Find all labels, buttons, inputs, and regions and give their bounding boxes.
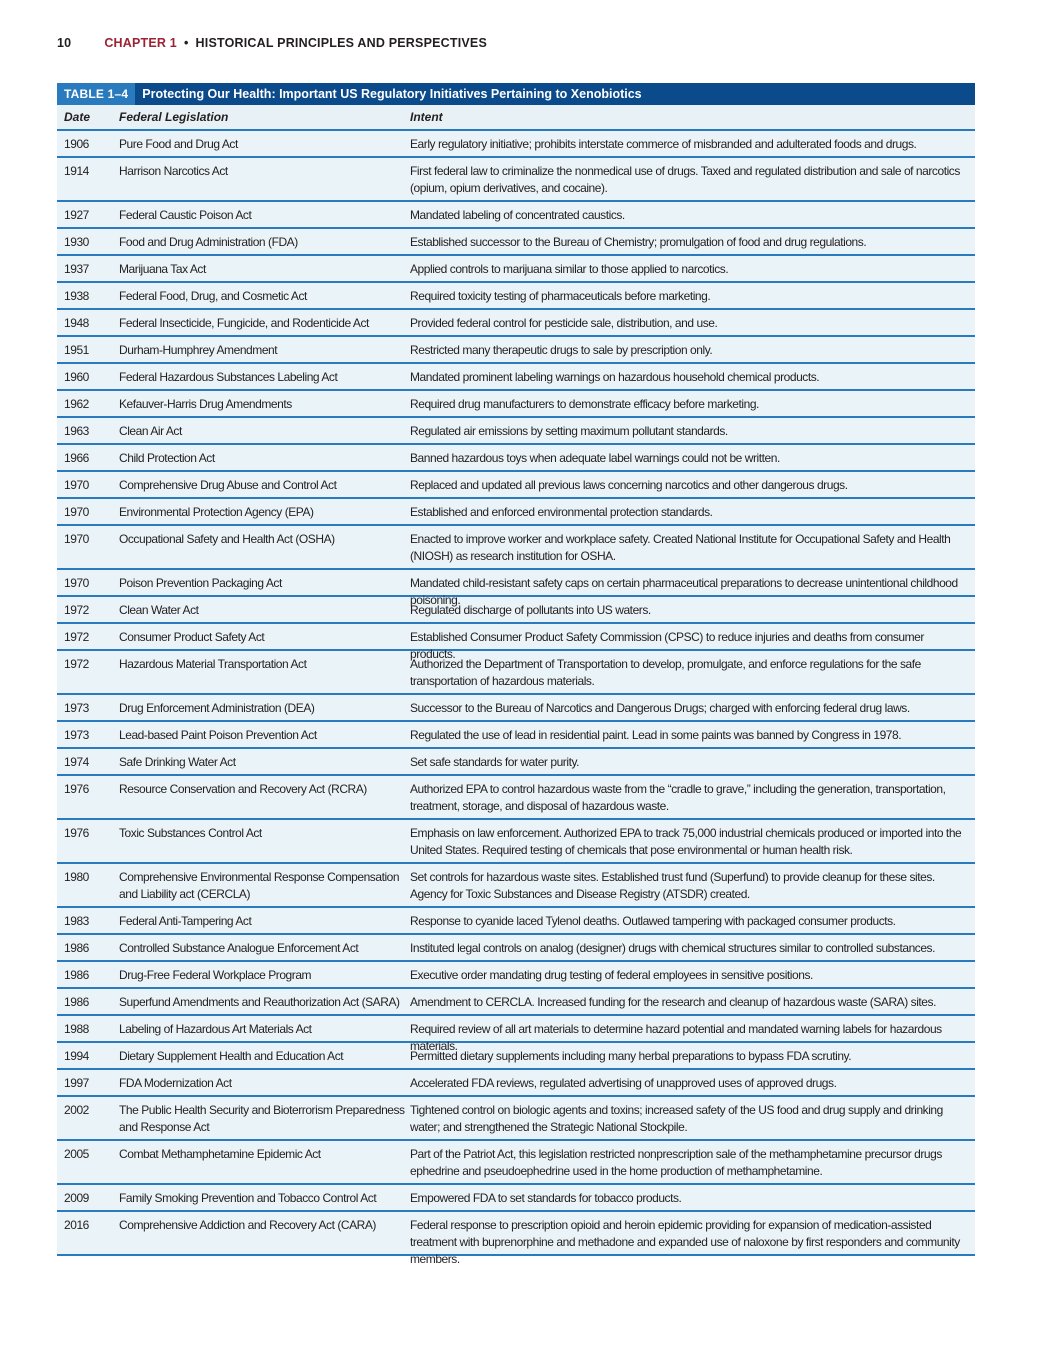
row-intent: Required review of all art materials to determine hazard potential and mandated warning labels for hazardous materials. bbox=[410, 1022, 942, 1053]
chapter-label: CHAPTER 1 bbox=[104, 36, 177, 50]
table-row bbox=[57, 935, 975, 962]
row-intent: Empowered FDA to set standards for tobacco products. bbox=[410, 1191, 682, 1205]
row-legislation: Occupational Safety and Health Act (OSHA) bbox=[119, 532, 335, 546]
row-intent: Mandated labeling of concentrated caustics. bbox=[410, 208, 625, 222]
row-intent: Early regulatory initiative; prohibits interstate commerce of misbranded and adulterated foods and drugs. bbox=[410, 137, 917, 151]
table-row bbox=[57, 776, 975, 820]
row-intent: Mandated prominent labeling warnings on hazardous household chemical products. bbox=[410, 370, 820, 384]
table-row bbox=[57, 1212, 975, 1266]
row-date: 1960 bbox=[64, 370, 89, 384]
table-row bbox=[57, 570, 975, 607]
table-row bbox=[57, 695, 975, 722]
regulatory-table bbox=[57, 83, 975, 1266]
row-legislation: Combat Methamphetamine Epidemic Act bbox=[119, 1147, 321, 1161]
row-date: 1976 bbox=[64, 826, 89, 840]
row-date: 1988 bbox=[64, 1022, 89, 1036]
row-legislation: Superfund Amendments and Reauthorization Act (SARA) bbox=[119, 995, 400, 1009]
table-row bbox=[57, 131, 975, 158]
table-row bbox=[57, 310, 975, 337]
row-legislation: Comprehensive Addiction and Recovery Act (CARA) bbox=[119, 1218, 376, 1232]
row-date: 2002 bbox=[64, 1103, 89, 1117]
table-row bbox=[57, 283, 975, 310]
table-header-row bbox=[57, 105, 975, 131]
row-date: 1986 bbox=[64, 995, 89, 1009]
row-date: 1973 bbox=[64, 701, 89, 715]
row-legislation: Drug-Free Federal Workplace Program bbox=[119, 968, 312, 982]
table-row bbox=[57, 722, 975, 749]
row-legislation: Toxic Substances Control Act bbox=[119, 826, 262, 840]
row-intent: Regulated air emissions by setting maximum pollutant standards. bbox=[410, 424, 728, 438]
row-legislation: Clean Air Act bbox=[119, 424, 182, 438]
row-intent: Restricted many therapeutic drugs to sale by prescription only. bbox=[410, 343, 713, 357]
row-date: 2009 bbox=[64, 1191, 89, 1205]
row-legislation: Kefauver-Harris Drug Amendments bbox=[119, 397, 292, 411]
row-intent: First federal law to criminalize the nonmedical use of drugs. Taxed and regulated distribution and sale of narcotics (opium, opium derivatives, and cocaine). bbox=[410, 164, 960, 195]
row-intent: Mandated child-resistant safety caps on certain pharmaceutical preparations to decrease unintentional childhood poisoning. bbox=[410, 576, 958, 607]
table-number: TABLE 1–4 bbox=[57, 83, 135, 105]
row-intent: Executive order mandating drug testing of federal employees in sensitive positions. bbox=[410, 968, 813, 982]
row-date: 1994 bbox=[64, 1049, 89, 1063]
running-head bbox=[57, 36, 487, 50]
header-bullet: • bbox=[183, 36, 189, 50]
table-row bbox=[57, 1016, 975, 1053]
row-legislation: Harrison Narcotics Act bbox=[119, 164, 228, 178]
table-row bbox=[57, 1043, 975, 1070]
row-date: 1976 bbox=[64, 782, 89, 796]
row-legislation: Comprehensive Environmental Response Compensation and Liability act (CERCLA) bbox=[119, 870, 400, 901]
table-title-bar bbox=[57, 83, 975, 105]
row-date: 1983 bbox=[64, 914, 89, 928]
table-row bbox=[57, 202, 975, 229]
row-intent: Provided federal control for pesticide sale, distribution, and use. bbox=[410, 316, 718, 330]
row-legislation: Resource Conservation and Recovery Act (RCRA) bbox=[119, 782, 367, 796]
table-title: Protecting Our Health: Important US Regulatory Initiatives Pertaining to Xenobiotics bbox=[142, 87, 642, 101]
row-date: 1970 bbox=[64, 505, 89, 519]
row-legislation: Environmental Protection Agency (EPA) bbox=[119, 505, 314, 519]
row-intent: Set controls for hazardous waste sites. Established trust fund (Superfund) to provide cleanup for these sites. Agency for Toxic Substances and Disease Registry (ATSDR) created. bbox=[410, 870, 935, 901]
row-intent: Enacted to improve worker and workplace safety. Created National Institute for Occupational Safety and Health (NIOSH) as research institution for OSHA. bbox=[410, 532, 951, 563]
row-intent: Amendment to CERCLA. Increased funding for the research and cleanup of hazardous waste (SARA) sites. bbox=[410, 995, 936, 1009]
row-intent: Response to cyanide laced Tylenol deaths. Outlawed tampering with packaged consumer products. bbox=[410, 914, 896, 928]
row-legislation: Federal Hazardous Substances Labeling Act bbox=[119, 370, 338, 384]
row-date: 1906 bbox=[64, 137, 89, 151]
table-row bbox=[57, 472, 975, 499]
table-row bbox=[57, 1070, 975, 1097]
row-date: 1986 bbox=[64, 968, 89, 982]
row-legislation: Hazardous Material Transportation Act bbox=[119, 657, 307, 671]
column-header-legislation: Federal Legislation bbox=[119, 110, 229, 124]
row-date: 1948 bbox=[64, 316, 89, 330]
row-date: 1970 bbox=[64, 532, 89, 546]
row-intent: Established successor to the Bureau of Chemistry; promulgation of food and drug regulations. bbox=[410, 235, 867, 249]
row-intent: Accelerated FDA reviews, regulated advertising of unapproved uses of approved drugs. bbox=[410, 1076, 837, 1090]
row-legislation: Dietary Supplement Health and Education Act bbox=[119, 1049, 344, 1063]
row-legislation: Consumer Product Safety Act bbox=[119, 630, 265, 644]
table-body bbox=[57, 131, 975, 1266]
table-row bbox=[57, 962, 975, 989]
row-legislation: Food and Drug Administration (FDA) bbox=[119, 235, 298, 249]
row-intent: Authorized the Department of Transportation to develop, promulgate, and enforce regulations for the safe transportation of hazardous materials. bbox=[410, 657, 921, 688]
row-date: 1930 bbox=[64, 235, 89, 249]
row-legislation: Marijuana Tax Act bbox=[119, 262, 206, 276]
row-date: 1972 bbox=[64, 630, 89, 644]
row-legislation: FDA Modernization Act bbox=[119, 1076, 232, 1090]
table-row bbox=[57, 624, 975, 661]
row-date: 1966 bbox=[64, 451, 89, 465]
row-intent: Regulated the use of lead in residential paint. Lead in some paints was banned by Congress in 1978. bbox=[410, 728, 902, 742]
table-row bbox=[57, 989, 975, 1016]
row-intent: Successor to the Bureau of Narcotics and Dangerous Drugs; charged with enforcing federal drug laws. bbox=[410, 701, 910, 715]
row-date: 1974 bbox=[64, 755, 89, 769]
row-date: 1937 bbox=[64, 262, 89, 276]
row-legislation: Family Smoking Prevention and Tobacco Control Act bbox=[119, 1191, 377, 1205]
table-row bbox=[57, 820, 975, 864]
row-legislation: Clean Water Act bbox=[119, 603, 199, 617]
table-row bbox=[57, 864, 975, 908]
column-header-intent: Intent bbox=[410, 110, 443, 124]
table-row bbox=[57, 908, 975, 935]
row-intent: Permitted dietary supplements including many herbal preparations to bypass FDA scrutiny. bbox=[410, 1049, 852, 1063]
row-date: 1972 bbox=[64, 603, 89, 617]
row-intent: Established Consumer Product Safety Commission (CPSC) to reduce injuries and deaths from consumer products. bbox=[410, 630, 924, 661]
row-date: 1973 bbox=[64, 728, 89, 742]
row-date: 1962 bbox=[64, 397, 89, 411]
row-date: 2016 bbox=[64, 1218, 89, 1232]
row-legislation: Controlled Substance Analogue Enforcement Act bbox=[119, 941, 359, 955]
row-date: 1980 bbox=[64, 870, 89, 884]
row-legislation: Comprehensive Drug Abuse and Control Act bbox=[119, 478, 337, 492]
row-legislation: Federal Insecticide, Fungicide, and Rodenticide Act bbox=[119, 316, 369, 330]
row-legislation: The Public Health Security and Bioterrorism Preparedness and Response Act bbox=[119, 1103, 405, 1134]
row-legislation: Poison Prevention Packaging Act bbox=[119, 576, 282, 590]
row-intent: Federal response to prescription opioid and heroin epidemic providing for expansion of medication-assisted treatment with buprenorphine and methadone and expanded use of naloxone by first responders and community members. bbox=[410, 1218, 960, 1266]
row-intent: Authorized EPA to control hazardous waste from the “cradle to grave,” including the generation, transportation, treatment, storage, and disposal of hazardous waste. bbox=[410, 782, 946, 813]
table-row bbox=[57, 651, 975, 695]
row-date: 2005 bbox=[64, 1147, 89, 1161]
row-intent: Part of the Patriot Act, this legislation restricted nonprescription sale of the methamphetamine precursor drugs ephedrine and pseudoephedrine used in the home production of methamphetamine. bbox=[410, 1147, 942, 1178]
row-legislation: Pure Food and Drug Act bbox=[119, 137, 238, 151]
table-row bbox=[57, 391, 975, 418]
row-legislation: Labeling of Hazardous Art Materials Act bbox=[119, 1022, 312, 1036]
row-intent: Required toxicity testing of pharmaceuticals before marketing. bbox=[410, 289, 711, 303]
row-intent: Banned hazardous toys when adequate label warnings could not be written. bbox=[410, 451, 780, 465]
row-intent: Regulated discharge of pollutants into US waters. bbox=[410, 603, 651, 617]
table-row bbox=[57, 499, 975, 526]
row-legislation: Drug Enforcement Administration (DEA) bbox=[119, 701, 315, 715]
table-row bbox=[57, 229, 975, 256]
table-row bbox=[57, 418, 975, 445]
row-intent: Instituted legal controls on analog (designer) drugs with chemical structures similar to controlled substances. bbox=[410, 941, 935, 955]
row-intent: Tightened control on biologic agents and toxins; increased safety of the US food and drug supply and drinking water; and strengthened the Strategic National Stockpile. bbox=[410, 1103, 943, 1134]
row-date: 1963 bbox=[64, 424, 89, 438]
row-legislation: Safe Drinking Water Act bbox=[119, 755, 236, 769]
row-legislation: Child Protection Act bbox=[119, 451, 215, 465]
table-row bbox=[57, 337, 975, 364]
table-row bbox=[57, 526, 975, 570]
row-date: 1951 bbox=[64, 343, 89, 357]
row-intent: Set safe standards for water purity. bbox=[410, 755, 579, 769]
table-row bbox=[57, 256, 975, 283]
table-row bbox=[57, 749, 975, 776]
page-number: 10 bbox=[57, 36, 72, 50]
row-intent: Required drug manufacturers to demonstrate efficacy before marketing. bbox=[410, 397, 759, 411]
row-date: 1972 bbox=[64, 657, 89, 671]
row-date: 1927 bbox=[64, 208, 89, 222]
row-legislation: Durham-Humphrey Amendment bbox=[119, 343, 278, 357]
table-row bbox=[57, 158, 975, 202]
table-row bbox=[57, 597, 975, 624]
row-date: 1970 bbox=[64, 576, 89, 590]
row-date: 1914 bbox=[64, 164, 89, 178]
column-header-date: Date bbox=[64, 110, 91, 124]
row-legislation: Federal Caustic Poison Act bbox=[119, 208, 252, 222]
row-legislation: Federal Food, Drug, and Cosmetic Act bbox=[119, 289, 307, 303]
row-date: 1986 bbox=[64, 941, 89, 955]
table-row bbox=[57, 1185, 975, 1212]
row-intent: Emphasis on law enforcement. Authorized EPA to track 75,000 industrial chemicals produced or imported into the United States. Required testing of chemicals that pose environmental or human health risk. bbox=[410, 826, 962, 857]
row-legislation: Federal Anti-Tampering Act bbox=[119, 914, 252, 928]
table-row bbox=[57, 364, 975, 391]
table-row bbox=[57, 1097, 975, 1141]
row-date: 1997 bbox=[64, 1076, 89, 1090]
chapter-title: HISTORICAL PRINCIPLES AND PERSPECTIVES bbox=[195, 36, 487, 50]
table-row bbox=[57, 445, 975, 472]
row-legislation: Lead-based Paint Poison Prevention Act bbox=[119, 728, 317, 742]
row-intent: Established and enforced environmental protection standards. bbox=[410, 505, 713, 519]
row-intent: Applied controls to marijuana similar to those applied to narcotics. bbox=[410, 262, 729, 276]
row-date: 1938 bbox=[64, 289, 89, 303]
table-row bbox=[57, 1141, 975, 1185]
row-date: 1970 bbox=[64, 478, 89, 492]
row-intent: Replaced and updated all previous laws concerning narcotics and other dangerous drugs. bbox=[410, 478, 848, 492]
